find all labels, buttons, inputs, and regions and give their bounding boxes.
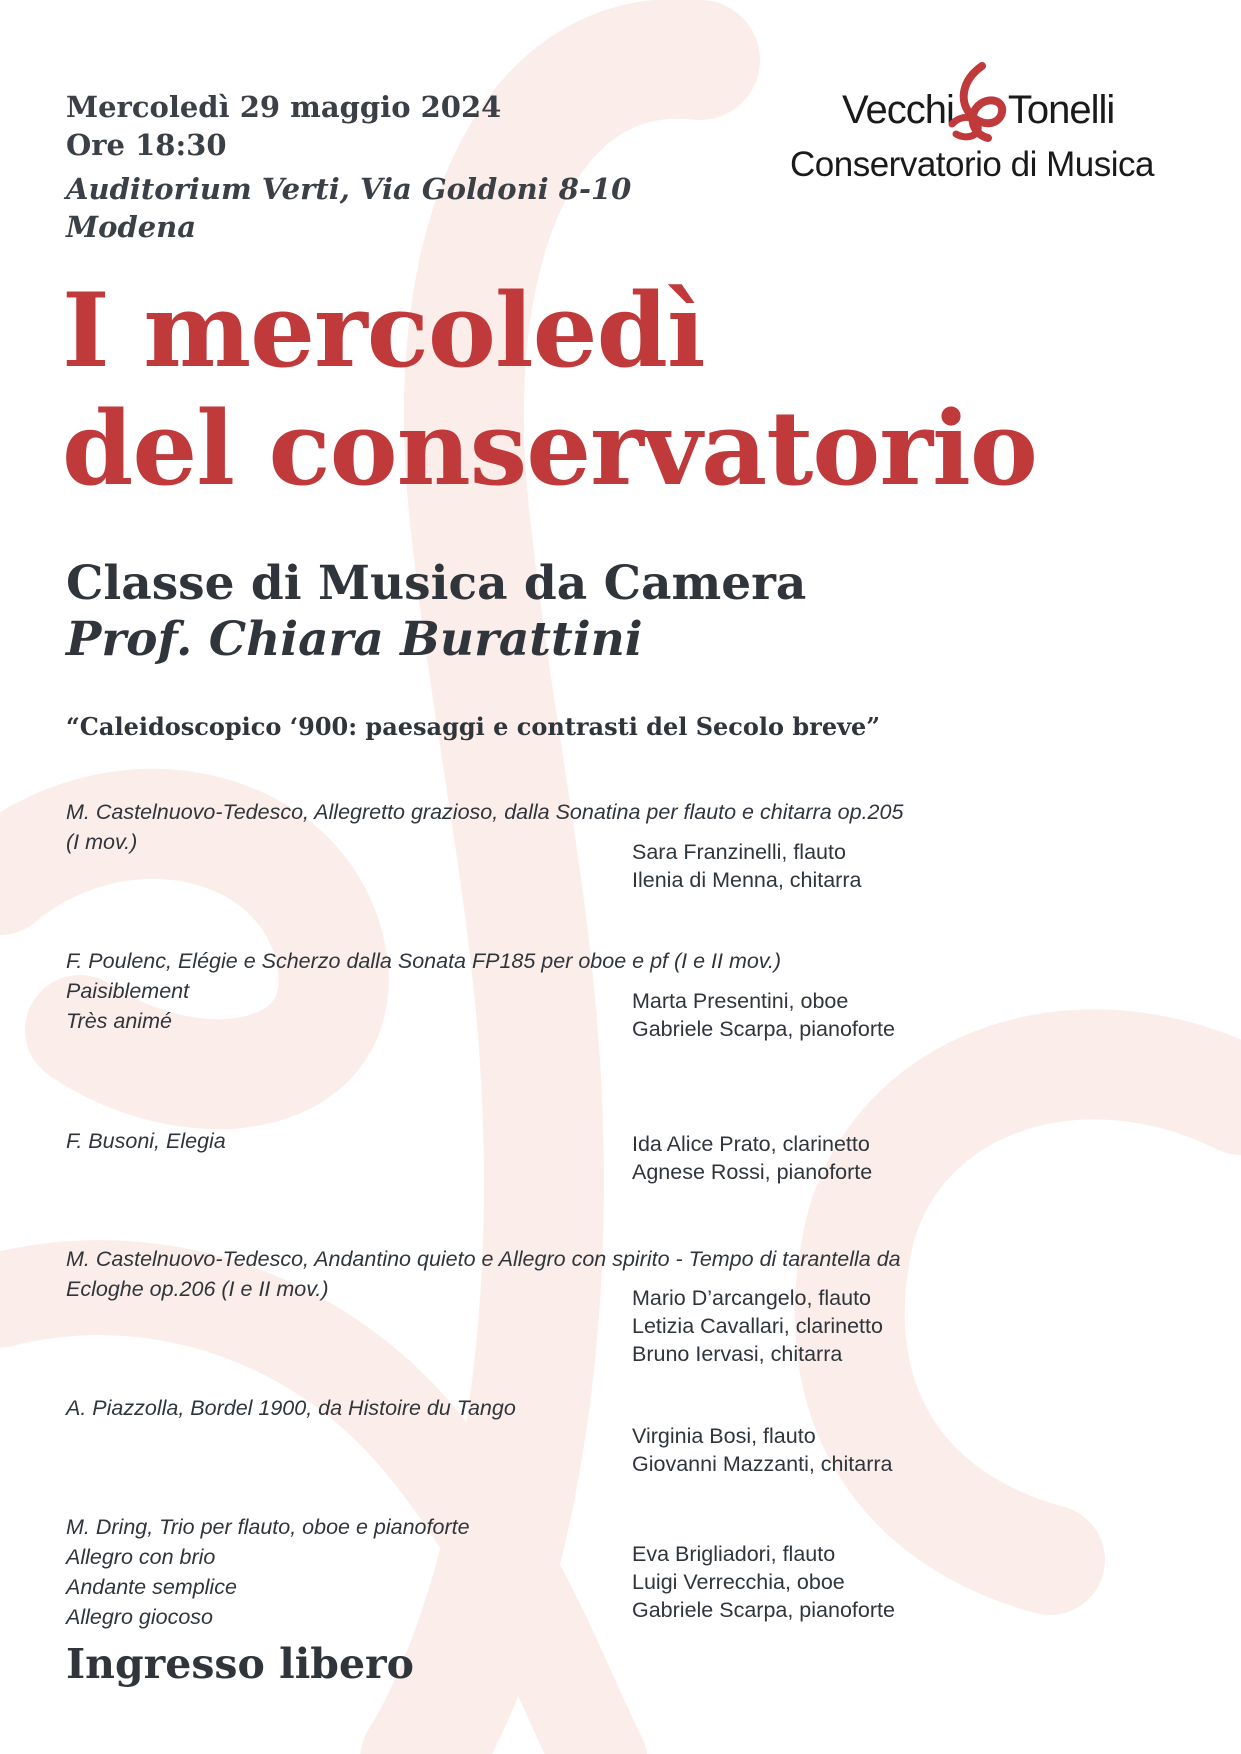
main-title-line2: del conservatorio: [62, 389, 1037, 509]
event-city: Modena: [66, 210, 197, 244]
performers-list: Sara Franzinelli, flauto Ilenia di Menna, chitarra: [632, 840, 862, 892]
piece-title: M. Castelnuovo-Tedesco, Andantino quieto e Allegro con spirito - Tempo di tarantella da Ecloghe op.206 (I e II mov.): [66, 1247, 901, 1301]
logo-name-part1: Vecchi: [842, 88, 954, 132]
event-venue: Auditorium Verti, Via Goldoni 8-10: [66, 172, 632, 206]
main-title: [62, 272, 1037, 508]
piece-title: F. Poulenc, Elégie e Scherzo dalla Sonata FP185 per oboe e pf (I e II mov.) Paisiblement Très animé: [66, 949, 782, 1033]
class-teacher: Prof. Chiara Burattini: [66, 612, 643, 667]
performers-list: Marta Presentini, oboe Gabriele Scarpa, pianoforte: [632, 989, 895, 1041]
piece-title: F. Busoni, Elegia: [66, 1129, 226, 1153]
logo-subtitle: Conservatorio di Musica: [790, 145, 1154, 184]
piece-title: M. Dring, Trio per flauto, oboe e pianoforte Allegro con brio Andante semplice Allegro giocoso: [66, 1515, 470, 1629]
conservatory-logo: [788, 62, 1183, 192]
event-date: Mercoledì 29 maggio 2024: [66, 90, 502, 124]
piece-title: A. Piazzolla, Bordel 1900, da Histoire du Tango: [66, 1396, 516, 1420]
performers-list: Eva Brigliadori, flauto Luigi Verrecchia, oboe Gabriele Scarpa, pianoforte: [632, 1542, 895, 1622]
main-title-line1: I mercoledì: [62, 271, 705, 391]
performers-list: Virginia Bosi, flauto Giovanni Mazzanti, chitarra: [632, 1424, 893, 1476]
performers-list: Ida Alice Prato, clarinetto Agnese Rossi, pianoforte: [632, 1132, 873, 1184]
class-block: [66, 556, 806, 668]
performers-list: Mario D’arcangelo, flauto Letizia Cavallari, clarinetto Bruno Iervasi, chitarra: [632, 1286, 883, 1366]
event-info: [66, 88, 631, 246]
piece-title: M. Castelnuovo-Tedesco, Allegretto grazioso, dalla Sonatina per flauto e chitarra op.205 (I mov.): [66, 800, 904, 854]
program-title: “Caleidoscopico ‘900: paesaggi e contrasti del Secolo breve”: [66, 712, 881, 741]
class-name: Classe di Musica da Camera: [66, 556, 807, 611]
logo-mark-icon: [948, 62, 1012, 146]
event-time: Ore 18:30: [66, 128, 227, 162]
logo-name-part2: Tonelli: [1007, 88, 1115, 132]
free-entry-note: Ingresso libero: [66, 1640, 414, 1688]
